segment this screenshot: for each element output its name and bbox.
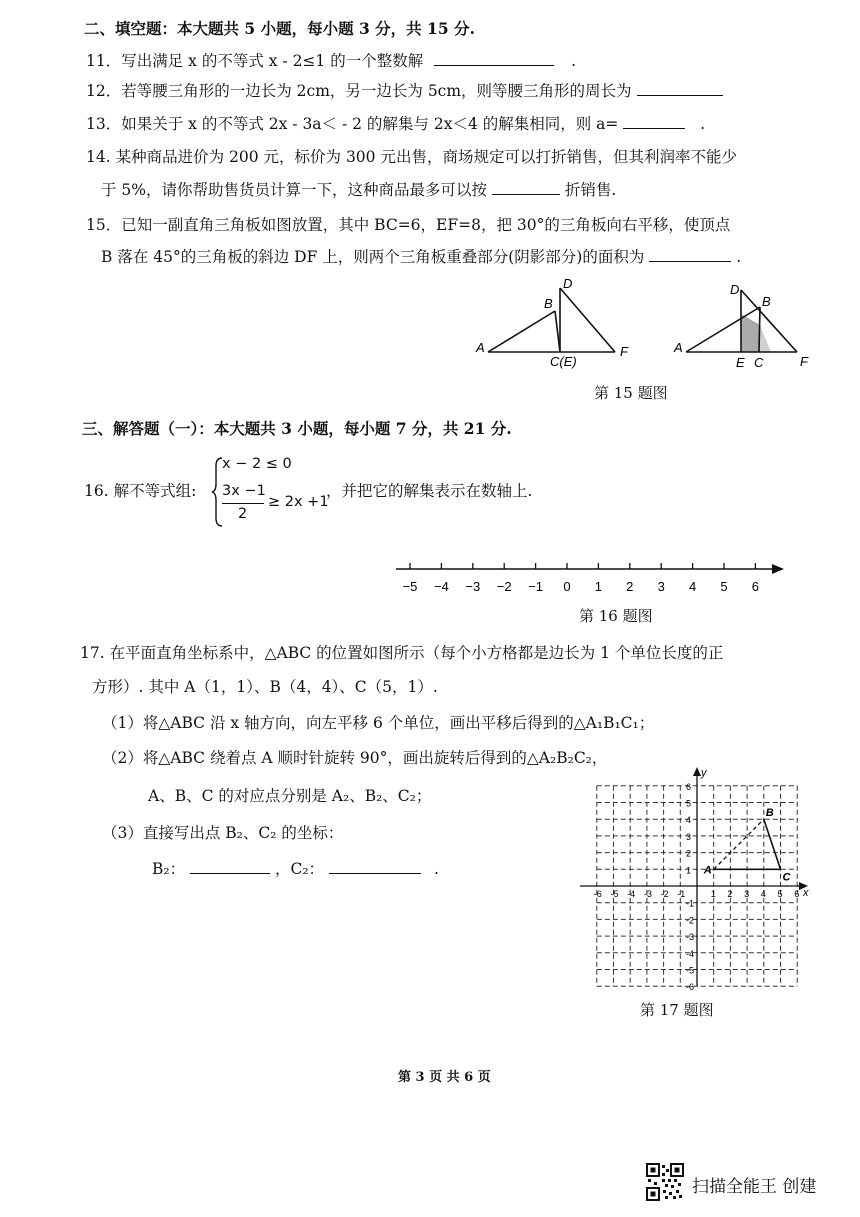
answer-blank-14: [492, 179, 560, 195]
grid-y-tick-label: 3: [686, 831, 692, 842]
grid-x-tick-label: 3: [744, 889, 750, 899]
figure-15-right: [686, 290, 797, 352]
number-line-tick-label: 6: [751, 579, 760, 594]
c2-label: ，C₂：: [274, 860, 325, 878]
grid-x-tick-label: -6: [593, 889, 602, 899]
grid-x-tick-label: 4: [760, 889, 766, 899]
section-3-heading: 三、解答题（一）：本大题共 3 小题，每小题 7 分，共 21 分.: [82, 419, 512, 438]
figure-16-caption: 第 16 题图: [579, 607, 653, 625]
answer-blank-13: [623, 113, 685, 129]
question-13-end: .: [700, 115, 706, 133]
question-17-part-2b: A、B、C 的对应点分别是 A₂、B₂、C₂；: [148, 787, 432, 805]
coordinate-grid: [578, 764, 814, 990]
question-17-line-1: 17. 在平面直角坐标系中，△ABC 的位置如图所示（每个小方格都是边长为 1 个单位长度的正: [80, 644, 724, 662]
answer-blank-b2: [190, 858, 270, 874]
number-line-tick-label: 2: [626, 579, 634, 594]
fig15r-label-b: B: [762, 294, 771, 309]
question-17-answers: [152, 858, 439, 880]
question-15-end: .: [736, 248, 742, 266]
inequality-1: x − 2 ≤ 0: [222, 456, 292, 472]
number-line-tick-label: 0: [563, 579, 571, 594]
grid-y-tick-label: 5: [686, 798, 692, 809]
grid-point-label-b: B: [765, 807, 774, 820]
grid-point-label-a: A: [703, 864, 712, 877]
qr-code-icon: [646, 1163, 684, 1201]
answer-blank-11: [434, 50, 554, 66]
question-17-part-3: （3）直接写出点 B₂、C₂ 的坐标：: [102, 824, 344, 842]
grid-x-tick-label: -1: [677, 889, 686, 899]
number-line-tick-label: −1: [528, 579, 544, 594]
grid-y-tick-label: -2: [686, 915, 695, 926]
question-16-prefix: 16. 解不等式组:: [84, 482, 197, 500]
grid-y-tick-label: 2: [686, 848, 692, 859]
question-12: [86, 80, 723, 102]
grid-y-tick-label: 6: [686, 781, 692, 792]
scanner-watermark: 扫描全能王 创建: [692, 1177, 817, 1197]
figure-17-caption: 第 17 题图: [640, 1001, 714, 1019]
inequality-2-rhs: ≥ 2x +1: [268, 494, 329, 510]
question-17-part-2: （2）将△ABC 绕着点 A 顺时针旋转 90°，画出旋转后得到的△A₂B₂C₂，: [102, 749, 608, 767]
number-line-tick-label: −2: [496, 579, 512, 594]
grid-y-tick-label: -5: [686, 965, 695, 976]
number-line-tick-label: −3: [465, 579, 481, 594]
number-line-tick-label: 1: [594, 579, 603, 594]
number-line-tick-label: −5: [402, 579, 418, 594]
y-axis-label: y: [701, 767, 707, 779]
segment-ab-grid: [714, 819, 764, 869]
fig15-label-ce: C(E): [550, 354, 577, 369]
number-line-tick-label: −4: [433, 579, 449, 594]
grid-y-tick-label: -3: [686, 932, 695, 943]
grid-x-tick-label: -3: [643, 889, 652, 899]
question-13-text: 13．如果关于 x 的不等式 2x - 3a＜ - 2 的解集与 2x＜4 的解集相同，则 a=: [86, 115, 619, 133]
shaded-overlap-light: [759, 325, 771, 352]
shaded-overlap: [741, 314, 760, 352]
page-number: 第 3 页 共 6 页: [398, 1070, 491, 1085]
question-12-text: 12．若等腰三角形的一边长为 2cm，另一边长为 5cm，则等腰三角形的周长为: [86, 82, 632, 100]
question-11-text: 11．写出满足 x 的不等式 x - 2≤1 的一个整数解: [86, 52, 424, 70]
x-axis-label: x: [803, 887, 809, 899]
y-axis-arrow: [693, 767, 701, 776]
grid-y-tick-label: 4: [686, 815, 692, 826]
question-11-end: .: [571, 52, 577, 70]
question-13: [86, 113, 705, 135]
segment-df: [560, 288, 615, 352]
answer-blank-15: [649, 246, 731, 262]
fig15-label-b: B: [544, 296, 553, 311]
question-17-part-1: （1）将△ABC 沿 x 轴方向，向左平移 6 个单位，画出平移后得到的△A₁B₁C₁；: [102, 714, 655, 732]
grid-y-tick-label: -6: [686, 982, 695, 990]
b2-label: B₂：: [152, 860, 186, 878]
fig15r-label-e: E: [736, 355, 745, 370]
grid-x-tick-label: 5: [777, 889, 783, 899]
grid-x-tick-label: -5: [610, 889, 619, 899]
grid-point-label-c: C: [782, 871, 791, 884]
question-17-line-2: 方形）. 其中 A（1，1）、B（4，4）、C（5，1）.: [92, 678, 438, 696]
grid-y-tick-label: 1: [686, 865, 692, 876]
grid-x-tick-label: 1: [710, 889, 716, 899]
fig15-label-d: D: [563, 276, 573, 291]
segment-bc-grid: [764, 819, 781, 869]
fig15r-label-c: C: [754, 355, 764, 370]
fig15-label-a: A: [476, 340, 485, 355]
number-line: [392, 558, 788, 598]
segment-ab: [488, 311, 555, 352]
fig15r-label-a: A: [674, 340, 683, 355]
question-14-line-2: [101, 179, 616, 201]
segment-bc-2: [759, 307, 760, 352]
number-line-tick-label: 5: [720, 579, 728, 594]
fig15-label-f: F: [620, 344, 628, 359]
grid-y-tick-label: -1: [686, 898, 695, 909]
question-14-text: 于 5%，请你帮助售货员计算一下，这种商品最多可以按: [101, 181, 488, 199]
grid-x-tick-label: 6: [794, 889, 800, 899]
question-15-line-2: [101, 246, 741, 268]
question-15-line-1: 15．已知一副直角三角板如图放置，其中 BC=6，EF=8，把 30°的三角板向右平移，使顶点: [86, 216, 731, 234]
grid-x-tick-label: 2: [727, 889, 733, 899]
question-14-line-1: 14. 某种商品进价为 200 元，标价为 300 元出售，商场规定可以打折销售，但其利润率不能少: [86, 148, 737, 166]
grid-x-tick-label: -2: [660, 889, 669, 899]
fraction-bar: [222, 503, 264, 504]
number-line-tick-label: 4: [688, 579, 697, 594]
question-17-end: .: [433, 860, 439, 878]
question-14-end: 折销售.: [564, 181, 617, 199]
answer-blank-c2: [329, 858, 421, 874]
grid-x-tick-label: -4: [627, 889, 636, 899]
figure-15-caption: 第 15 题图: [594, 384, 668, 402]
question-15-text: B 落在 45°的三角板的斜边 DF 上，则两个三角板重叠部分(阴影部分)的面积为: [101, 248, 645, 266]
question-11: [86, 50, 576, 72]
figure-15: [470, 272, 820, 377]
number-line-tick-label: 3: [657, 579, 665, 594]
inequality-2-numerator: 3x −1: [222, 483, 266, 499]
inequality-2-denominator: 2: [238, 506, 248, 522]
answer-blank-12: [637, 80, 723, 96]
fig15r-label-d: D: [730, 282, 740, 297]
section-2-heading: 二、填空题：本大题共 5 小题，每小题 3 分，共 15 分.: [84, 19, 475, 38]
fig15r-label-f: F: [800, 354, 808, 369]
question-16-suffix: ，并把它的解集表示在数轴上.: [326, 482, 533, 500]
grid-y-tick-label: -4: [686, 948, 695, 959]
number-line-arrow: [772, 564, 784, 574]
